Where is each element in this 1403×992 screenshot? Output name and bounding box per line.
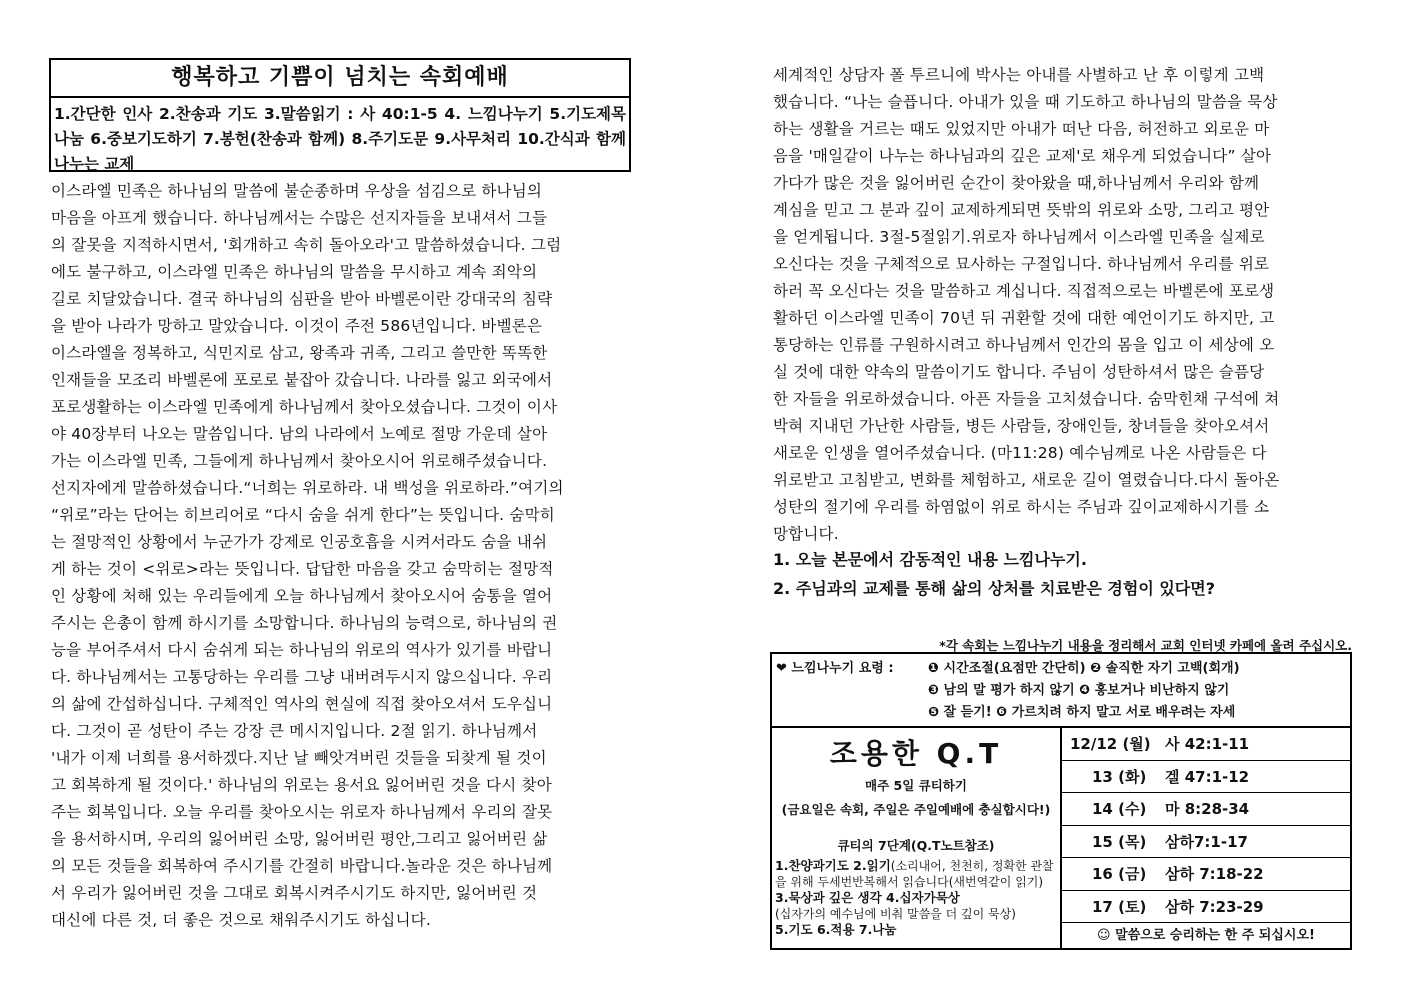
- service-title: 행복하고 기쁨이 넘치는 속회예배: [51, 60, 629, 98]
- schedule-row: [1062, 793, 1350, 826]
- schedule-passage: 삼하 7:23-29: [1165, 897, 1264, 916]
- qt-note: (금요일은 속회, 주일은 주일예배에 충실합시다!): [781, 802, 1051, 817]
- guide-label: ❤ 느낌나누기 요령 :: [776, 661, 894, 676]
- qt-step: 5.기도 6.적용 7.나눔: [775, 922, 897, 937]
- qt-weekly: 매주 5일 큐티하기: [865, 778, 967, 793]
- qt-info: [772, 728, 1062, 948]
- schedule-row: [1062, 858, 1350, 891]
- sermon-text-right: 세계적인 상담자 폴 투르니에 박사는 아내를 사별하고 난 후 이렇게 고백 했습니다. “나는 슬픕니다. 아내가 있을 때 기도하고 하나님의 말씀을 묵상 하는 생활을 거르는 때도 있었지만 아내가 떠난 다음, 허전하고 외로운 마 음을 '매일같이 나누는 하나님과의 깊은 교제'로 채우게 되었습니다” 살아 가다가 많은 것을 잃어버린 순간이 찾아왔을 때,하나님께서 우리와 함께 계심을 믿고 그 분과 깊이 교제하게되면 뜻밖의 위로와 소망, 그리고 평안 을 얻게됩니다. 3절-5절읽기.위로자 하나님께서 이스라엘 민족을 실제로 오신다는 것을 구체적으로 묘사하는 구절입니다. 하나님께서 우리를 위로 하러 꼭 오신다는 것을 말씀하고 계십니다. 직접적으로는 바벨론에 포로생 활하던 이스라엘 민족이 70년 뒤 귀환할 것에 대한 예언이기도 하지만, 고 통당하는 인류를 구원하시려고 하나님께서 인간의 몸을 입고 이 세상에 오 실 것에 대한 약속의 말씀이기도 합니다. 주님이 성탄하셔서 많은 슬픔당 한 자들을 위로하셨습니다. 아픈 자들을 고치셨습니다. 숨막힌채 구석에 쳐 박혀 지내던 가난한 사람들, 병든 사람들, 장애인들, 창녀들을 찾아오셔서 새로운 인생을 열어주셨습니다. (마11:28) 예수님께로 나온 사람들은 다 위로받고 고침받고, 변화를 체험하고, 새로운 길이 열렸습니다.다시 돌아온 성탄의 절기에 우리를 하염없이 위로 하시는 주님과 깊이교제하시기를 소 망합니다.: [773, 66, 1280, 543]
- schedule-date: 14 (수): [1092, 800, 1147, 818]
- schedule-date: 17 (토): [1092, 897, 1147, 916]
- schedule-date: 15 (목): [1092, 832, 1147, 851]
- schedule-date: 12/12 (월): [1070, 735, 1151, 753]
- discussion-questions: [773, 545, 1351, 603]
- guide-line: ❸ 남의 말 평가 하지 않기 ❹ 홍보거나 비난하지 않기: [928, 683, 1230, 698]
- qt-step-detail: (십자가의 예수님에 비춰 말씀을 더 깊이 묵상): [775, 907, 1016, 921]
- qt-steps: [772, 854, 1060, 938]
- schedule-row: [1062, 761, 1350, 794]
- qt-steps-title: 큐티의 7단계(Q.T노트참조): [837, 838, 995, 853]
- qt-schedule: [1062, 728, 1350, 948]
- qt-step: 3.묵상과 깊은 생각 4.십자가묵상: [775, 890, 960, 905]
- guide-line: ❶ 시간조절(요점만 간단히) ❷ 솔직한 자기 고백(회개): [928, 661, 1240, 676]
- schedule-passage: 삼하7:1-17: [1165, 832, 1248, 851]
- guide-line: ❺ 잘 듣기! ❻ 가르치려 하지 말고 서로 배우려는 자세: [928, 705, 1236, 720]
- schedule-row: [1062, 891, 1350, 924]
- schedule-date: 16 (금): [1092, 865, 1147, 883]
- schedule-row: [1062, 826, 1350, 859]
- qt-step-detail: (소리내어, 천천히, 정확한 관찰을 위해 두세번반복해서 읽습니다(새번역같이 읽기): [775, 859, 1054, 889]
- schedule-date: 13 (화): [1092, 767, 1147, 786]
- notice: *각 속회는 느낌나누기 내용을 정리해서 교회 인터넷 카페에 올려 주십시오.: [939, 638, 1352, 653]
- schedule-passage: 겔 47:1-12: [1165, 767, 1250, 786]
- motto: ☺ 말씀으로 승리하는 한 주 되십시오!: [1097, 928, 1315, 943]
- schedule-passage: 삼하 7:18-22: [1165, 865, 1264, 883]
- service-order: 1.간단한 인사 2.찬송과 기도 3.말씀읽기 : 사 40:1-5 4. 느낌나누기 5.기도제목 나눔 6.중보기도하기 7.봉헌(찬송과 함께) 8.주기도문 9.사무처리 10.간식과 함께 나누는 교제: [54, 105, 626, 173]
- question-1: 1. 오늘 본문에서 감동적인 내용 느낌나누기.: [773, 550, 1087, 569]
- schedule-passage: 마 8:28-34: [1165, 800, 1250, 818]
- guide-lines: [928, 658, 1240, 724]
- sharing-box: [770, 652, 1352, 950]
- qt-step: 1.찬양과기도 2.읽기: [775, 858, 891, 873]
- service-order-box: [49, 58, 631, 172]
- sharing-guide: [772, 654, 1350, 728]
- schedule-passage: 사 42:1-11: [1165, 735, 1250, 753]
- schedule-row: [1062, 728, 1350, 761]
- question-2: 2. 주님과의 교제를 통해 삶의 상처를 치료받은 경험이 있다면?: [773, 579, 1215, 598]
- qt-title: 조용한 Q.T: [829, 737, 1003, 770]
- sermon-text-left: 이스라엘 민족은 하나님의 말씀에 불순종하며 우상을 섬김으로 하나님의 마음을 아프게 했습니다. 하나님께서는 수많은 선지자들을 보내셔서 그들 의 잘못을 지적하시면서, '회개하고 속히 돌아오라'고 말씀하셨습니다. 그럼 에도 불구하고, 이스라엘 민족은 하나님의 말씀을 무시하고 계속 죄악의 길로 치달았습니다. 결국 하나님의 심판을 받아 바벨론이란 강대국의 침략 을 받아 나라가 망하고 말았습니다. 이것이 주전 586년입니다. 바벨론은 이스라엘을 정복하고, 식민지로 삼고, 왕족과 귀족, 그리고 쓸만한 똑똑한 인재들을 모조리 바벨론에 포로로 붙잡아 갔습니다. 나라를 잃고 외국에서 포로생활하는 이스라엘 민족에게 하나님께서 찾아오셨습니다. 그것이 이사 야 40장부터 나오는 말씀입니다. 남의 나라에서 노예로 절망 가운데 살아 가는 이스라엘 민족, 그들에게 하나님께서 찾아오시어 위로해주셨습니다. 선지자에게 말씀하셨습니다.“너희는 위로하라. 내 백성을 위로하라.”여기의 “위로”라는 단어는 히브리어로 “다시 숨을 쉬게 한다”는 뜻입니다. 숨막히 는 절망적인 상황에서 누군가가 강제로 인공호흡을 시켜서라도 숨을 내쉬 게 하는 것이 <위로>라는 뜻입니다. 답답한 마음을 갖고 숨막히는 절망적 인 상황에 처해 있는 우리들에게 오늘 하나님께서 찾아오시어 숨통을 열어 주시는 은총이 함께 하시기를 소망합니다. 하나님의 능력으로, 하나님의 권 능을 부어주셔서 다시 숨쉬게 되는 하나님의 위로의 역사가 있기를 바랍니 다. 하나님께서는 고통당하는 우리를 그냥 내버려두시지 않으십니다. 우리 의 삶에 간섭하십니다. 구체적인 역사의 현실에 직접 찾아오셔서 도우십니 다. 그것이 곧 성탄이 주는 강장 큰 메시지입니다. 2절 읽기. 하나님께서 '내가 이제 너희를 용서하겠다.지난 날 빼앗겨버린 것들을 되찾게 될 것이 고 회복하게 될 것이다.' 하나님의 위로는 용서요 잃어버린 것을 다시 찾아 주는 회복입니다. 오늘 우리를 찾아오시는 위로자 하나님께서 우리의 잘못 을 용서하시며, 우리의 잃어버린 소망, 잃어버린 평안,그리고 잃어버린 삶 의 모든 것들을 회복하여 주시기를 간절히 바랍니다.놀라운 것은 하나님께 서 우리가 잃어버린 것을 그대로 회복시켜주시기도 하지만, 잃어버린 것 대신에 다른 것, 더 좋은 것으로 채워주시기도 하십니다.: [51, 182, 564, 929]
